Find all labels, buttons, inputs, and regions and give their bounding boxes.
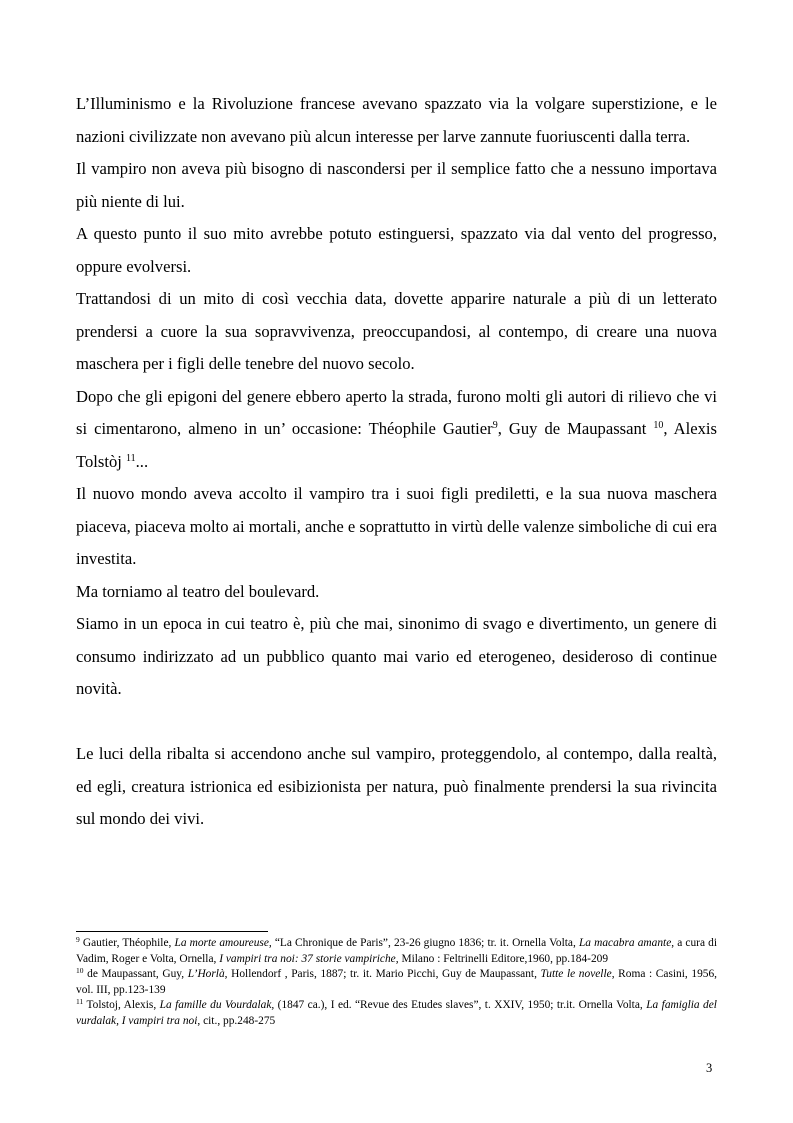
footnote-text: Milano : Feltrinelli Editore,1960, pp.184-209 [398, 952, 609, 965]
paragraph-5-text-a: Dopo che gli epigoni del genere ebbero aperto la strada, furono molti gli autori di rilievo che vi si cimentarono, almeno in un’ occasione: Théophile Gautier [76, 386, 717, 438]
footnote-text: , cit., pp.248-275 [197, 1014, 276, 1027]
paragraph-5-text-d: ... [135, 451, 149, 471]
paragraph-4: Trattandosi di un mito di così vecchia data, dovette apparire naturale a più di un letterato prendersi a cuore la sua sopravvivenza, preoccupandosi, al contempo, di creare una nuova maschera per i figli delle tenebre del nuovo secolo. [76, 289, 717, 373]
footnote-text: Gautier, Théophile, [79, 937, 175, 949]
footnote-title: L’Horlà [187, 968, 225, 981]
paragraph-7: Ma torniamo al teatro del boulevard. [76, 581, 320, 601]
footnotes [76, 936, 717, 1030]
footnote-11 [76, 998, 717, 1029]
paragraph-gap [76, 706, 717, 739]
footnote-10 [76, 967, 717, 998]
footnote-text: “La Chronique de Paris”, 23-26 giugno 1836; tr. it. Ornella Volta, [271, 937, 579, 949]
paragraph-5-text-b: , Guy de Maupassant [497, 419, 654, 438]
footnote-ref-11[interactable]: 11 [126, 452, 136, 464]
footnote-text: (1847 ca.), I ed. “Revue des Etudes slaves”, t. XXIV, 1950; tr.it. Ornella Volta, [274, 999, 647, 1012]
footnote-title: Tutte le novelle [540, 968, 612, 981]
paragraph-6: Il nuovo mondo aveva accolto il vampiro tra i suoi figli prediletti, e la sua nuova maschera piaceva, piaceva molto ai mortali, anche e soprattutto in virtù delle valenze simboliche di cui era investita. [76, 484, 717, 568]
footnote-text: , Roma : Casini, 1956, vol. III, pp.123-139 [76, 968, 718, 996]
footnote-text: de Maupassant, Guy, [83, 968, 188, 981]
footnote-ref-9[interactable]: 9 [492, 420, 498, 431]
footnote-ref-10[interactable]: 10 [653, 420, 664, 431]
footnote-9 [76, 936, 717, 967]
footnote-title: La famiglia del vurdalak, I vampiri tra noi [76, 999, 717, 1027]
footnote-number: 11 [76, 997, 84, 1007]
footnote-text: Tolstoj, Alexis, [83, 999, 160, 1012]
paragraph-8: Siamo in un epoca in cui teatro è, più che mai, sinonimo di svago e divertimento, un genere di consumo indirizzato ad un pubblico quanto mai vario ed eterogeneo, desideroso di continue novità. [76, 614, 717, 698]
paragraph-3: A questo punto il suo mito avrebbe potuto estinguersi, spazzato via dal vento del progresso, oppure evolversi. [76, 224, 717, 276]
footnote-number: 10 [76, 966, 84, 976]
paragraph-2: Il vampiro non aveva più bisogno di nascondersi per il semplice fatto che a nessuno importava più niente di lui. [76, 159, 717, 211]
footnote-separator [76, 931, 268, 932]
footnote-number: 9 [76, 935, 80, 944]
main-text [76, 88, 717, 836]
footnote-title: I vampiri tra noi: 37 storie vampiriche, [219, 952, 399, 965]
footnote-text: , a cura di Vadim, Roger e Volta, Ornella, [76, 937, 717, 965]
page-number: 3 [706, 1061, 713, 1075]
footnote-title: La macabra amante [578, 937, 672, 949]
paragraph-9: Le luci della ribalta si accendono anche sul vampiro, proteggendolo, al contempo, dalla realtà, ed egli, creatura istrionica ed esibizionista per natura, può finalmente prendersi la sua rivincita sul mondo dei vivi. [76, 744, 717, 828]
paragraph-5 [76, 381, 717, 479]
footnote-title: La famille du Vourdalak, [159, 999, 275, 1012]
footnote-title: La morte amoureuse, [174, 937, 272, 949]
paragraph-1: L’Illuminismo e la Rivoluzione francese avevano spazzato via la volgare superstizione, e le nazioni civilizzate non avevano più alcun interesse per larve zannute fuoriuscenti dalla terra. [76, 94, 717, 146]
paragraph-5-text-c: , Alexis Tolstòj [76, 419, 717, 471]
footnote-text: , Hollendorf , Paris, 1887; tr. it. Mario Picchi, Guy de Maupassant, [224, 968, 541, 981]
